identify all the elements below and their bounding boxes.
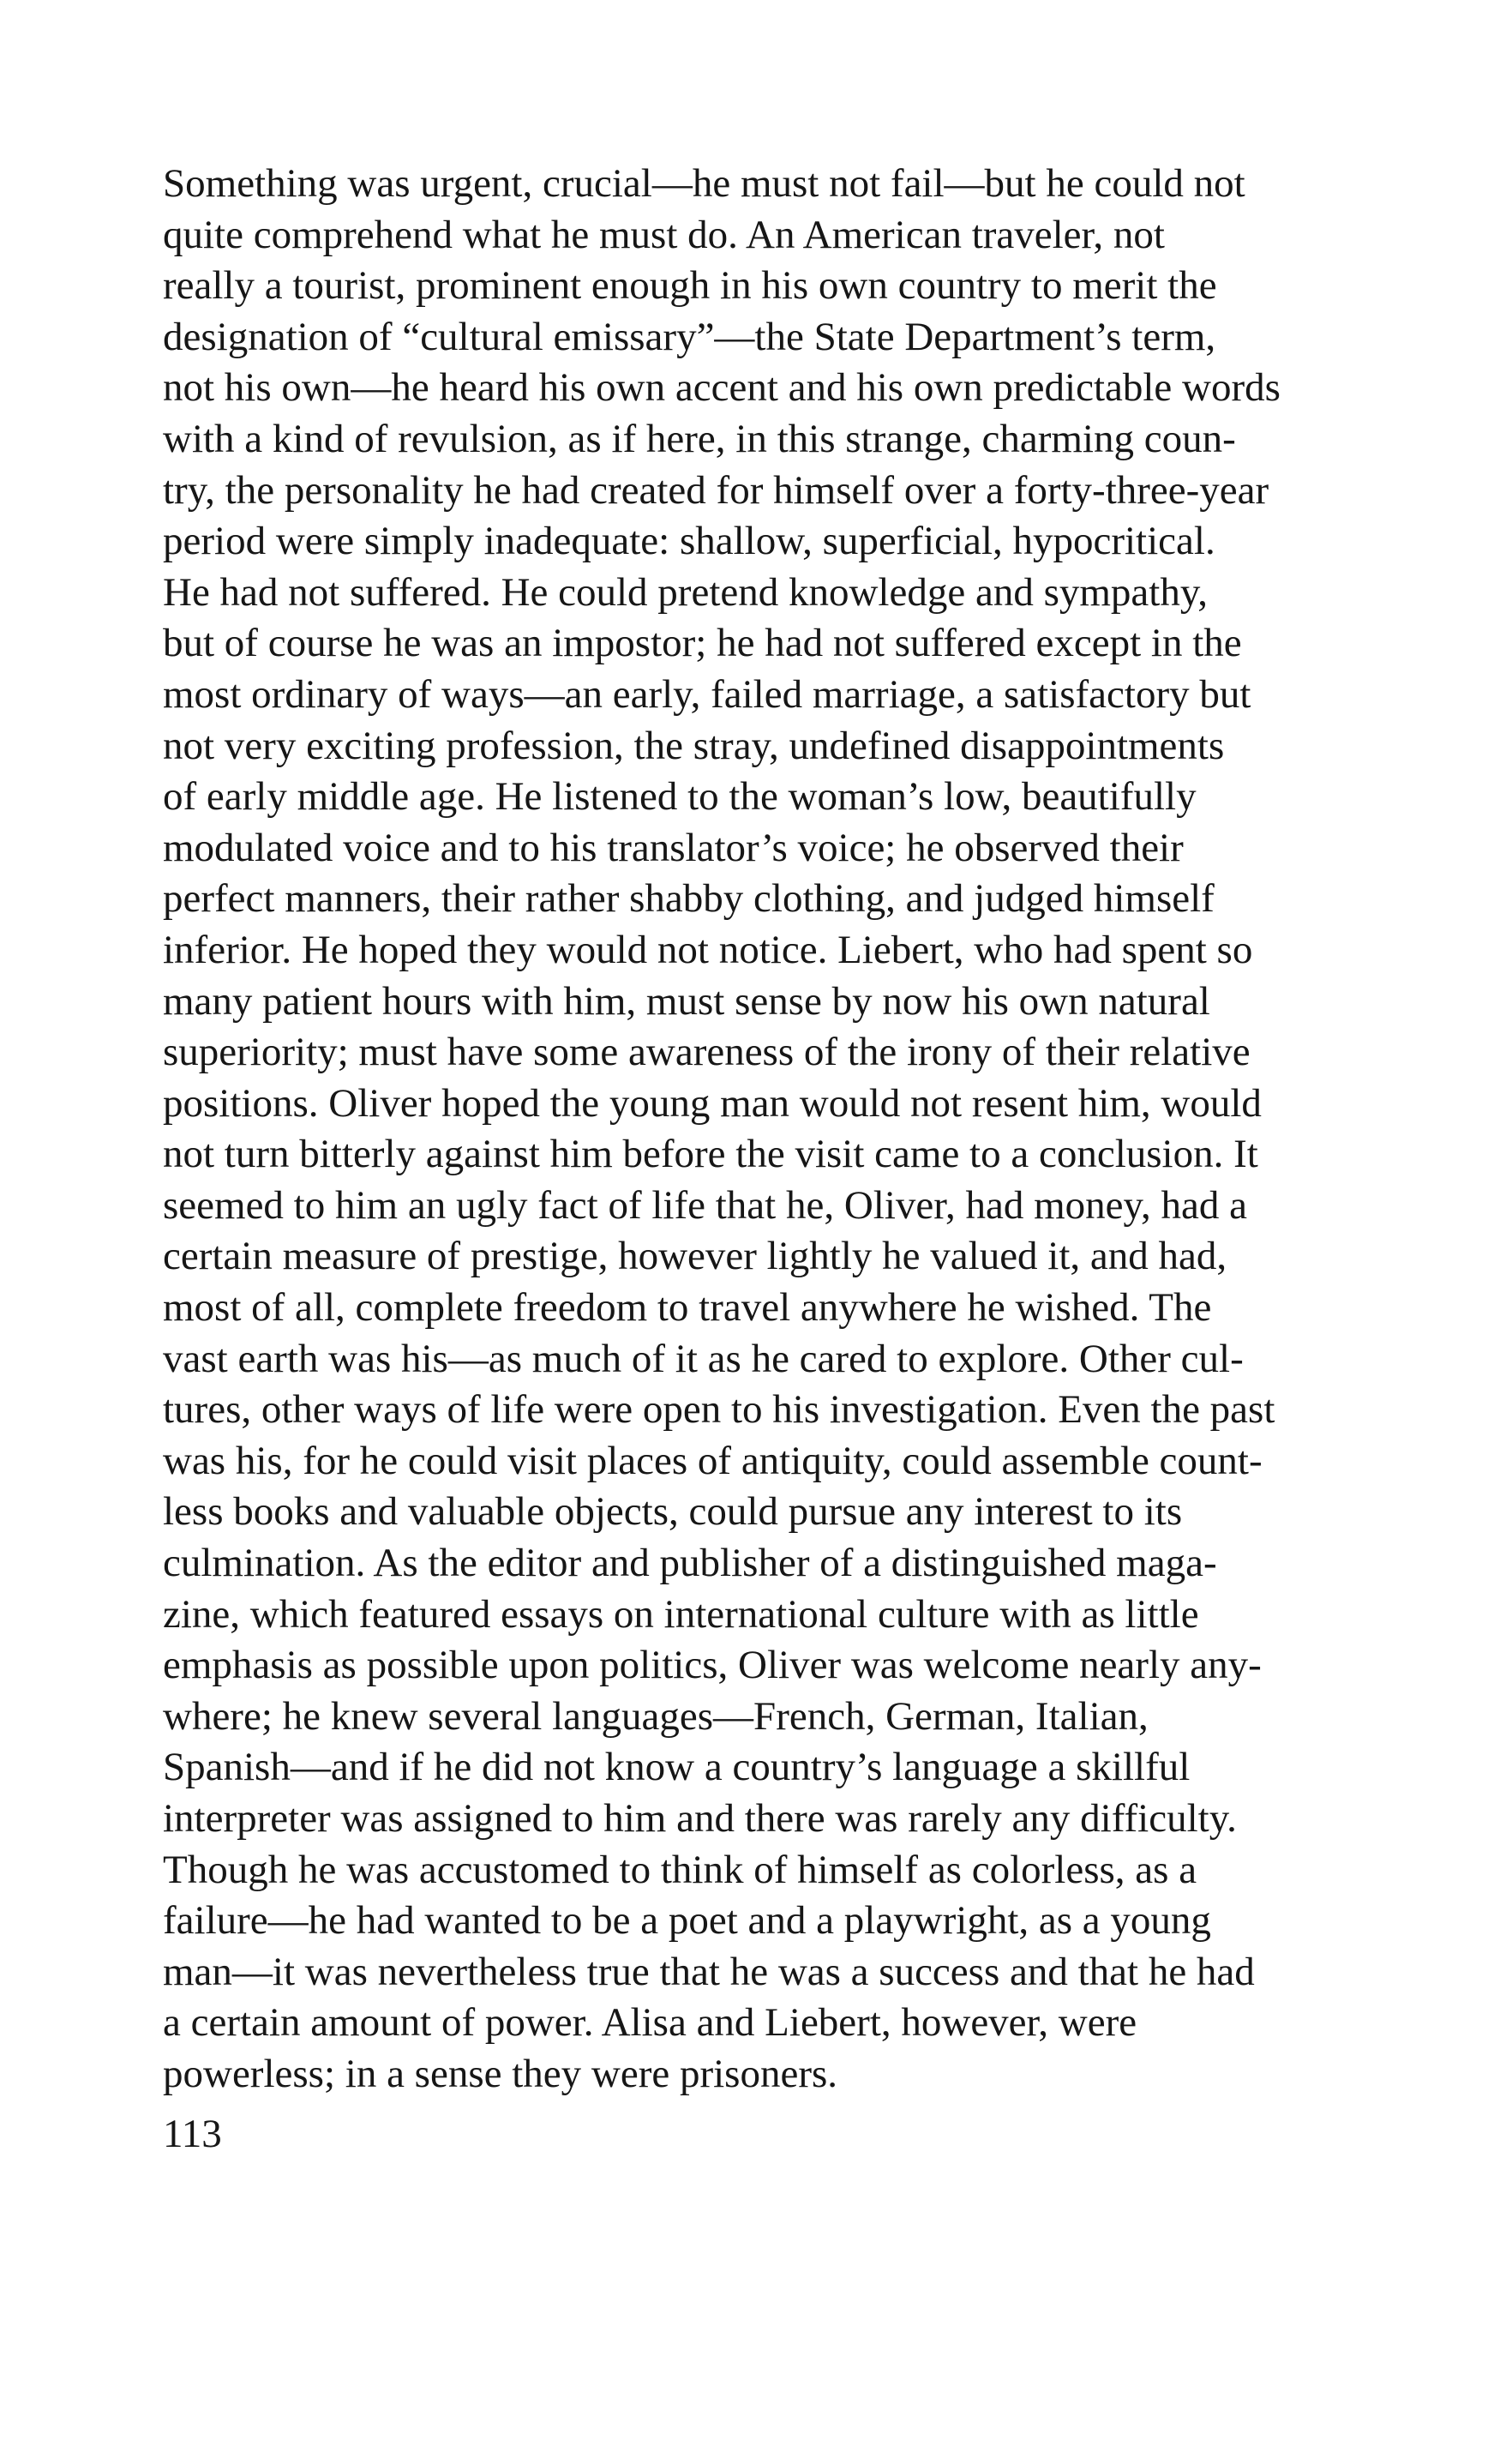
text-line: positions. Oliver hoped the young man would not resent him, would — [163, 1080, 1262, 1126]
text-line: inferior. He hoped they would not notice. Liebert, who had spent so — [163, 927, 1253, 972]
page-number: 113 — [163, 2112, 222, 2156]
text-line: less books and valuable objects, could pursue any interest to its — [163, 1489, 1183, 1535]
text-line: try, the personality he had created for himself over a forty-three-year — [163, 467, 1269, 513]
text-line: quite comprehend what he must do. An American traveler, not — [163, 212, 1165, 257]
text-line: of early middle age. He listened to the woman’s low, beautifully — [163, 774, 1197, 820]
body-text — [163, 159, 1363, 2100]
text-line: not his own—he heard his own accent and his own predictable words — [163, 365, 1281, 411]
text-line: seemed to him an ugly fact of life that he, Oliver, had money, had a — [163, 1182, 1247, 1228]
text-line: interpreter was assigned to him and there was rarely any difficulty. — [163, 1796, 1237, 1841]
text-line: emphasis as possible upon politics, Oliver was welcome nearly any- — [163, 1643, 1262, 1688]
text-line: Though he was accustomed to think of himself as colorless, as a — [163, 1847, 1197, 1892]
text-line: tures, other ways of life were open to his investigation. Even the past — [163, 1387, 1275, 1433]
text-line: not turn bitterly against him before the visit came to a conclusion. It — [163, 1132, 1258, 1177]
text-line: failure—he had wanted to be a poet and a playwright, as a young — [163, 1898, 1211, 1944]
text-line: culmination. As the editor and publisher of a distinguished maga- — [163, 1541, 1217, 1586]
text-line: perfect manners, their rather shabby clothing, and judged himself — [163, 876, 1215, 922]
text-line: designation of “cultural emissary”—the State Department’s term, — [163, 314, 1216, 359]
text-line: vast earth was his—as much of it as he cared to explore. Other cul- — [163, 1336, 1244, 1381]
text-line: a certain amount of power. Alisa and Liebert, however, were — [163, 2000, 1137, 2046]
text-line: He had not suffered. He could pretend knowledge and sympathy, — [163, 569, 1209, 615]
text-line: Spanish—and if he did not know a country’s language a skillful — [163, 1745, 1191, 1790]
text-line: where; he knew several languages—French, German, Italian, — [163, 1693, 1149, 1739]
text-line: many patient hours with him, must sense by now his own natural — [163, 978, 1210, 1024]
text-line: superiority; must have some awareness of the irony of their relative — [163, 1030, 1251, 1075]
text-line: period were simply inadequate: shallow, superficial, hypocritical. — [163, 519, 1215, 564]
text-line: modulated voice and to his translator’s voice; he observed their — [163, 825, 1184, 870]
text-line: Something was urgent, crucial—he must not fail—but he could not — [163, 161, 1245, 206]
text-line: but of course he was an impostor; he had not suffered except in the — [163, 621, 1242, 666]
text-line: most ordinary of ways—an early, failed marriage, a satisfactory but — [163, 671, 1251, 717]
text-line: most of all, complete freedom to travel anywhere he wished. The — [163, 1285, 1212, 1331]
text-line: was his, for he could visit places of antiquity, could assemble count- — [163, 1438, 1263, 1483]
text-line: with a kind of revulsion, as if here, in this strange, charming coun- — [163, 416, 1236, 461]
text-line: really a tourist, prominent enough in his own country to merit the — [163, 263, 1217, 309]
text-line: certain measure of prestige, however lightly he valued it, and had, — [163, 1234, 1227, 1279]
text-line: powerless; in a sense they were prisoners. — [163, 2051, 838, 2096]
text-line: zine, which featured essays on international culture with as little — [163, 1591, 1199, 1637]
text-line: not very exciting profession, the stray, undefined disappointments — [163, 723, 1225, 768]
text-line: man—it was nevertheless true that he was a success and that he had — [163, 1949, 1255, 1994]
